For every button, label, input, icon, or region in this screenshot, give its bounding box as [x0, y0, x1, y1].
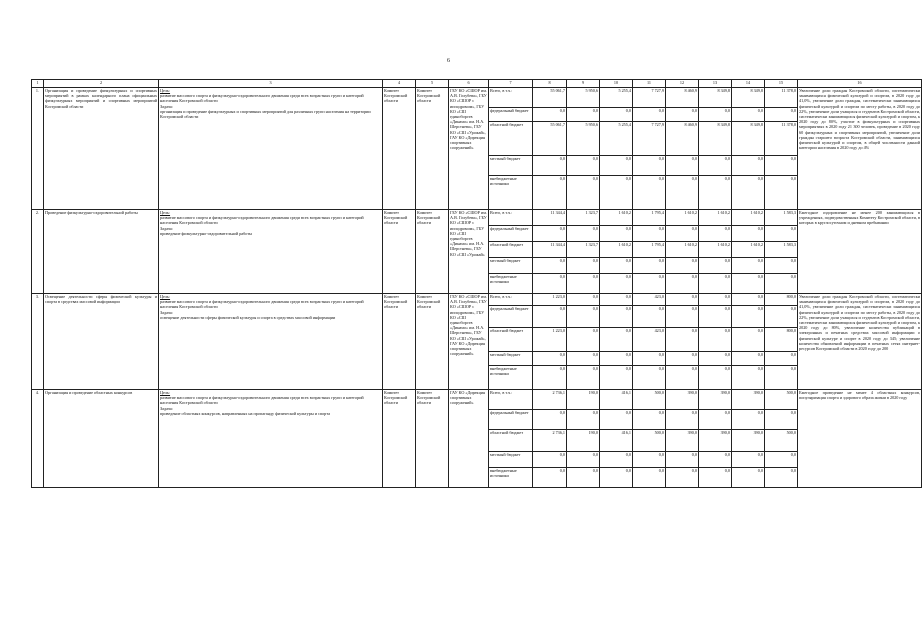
funding-value: 390,0 [699, 390, 732, 410]
funding-value: 0,0 [567, 294, 600, 306]
funding-value: 0,0 [567, 452, 600, 468]
header-cell: 9 [567, 80, 600, 88]
funding-value: 0,0 [666, 468, 699, 488]
funding-value: 0,0 [765, 306, 798, 328]
funding-value: 0,0 [732, 352, 765, 366]
funding-value: 390,0 [732, 390, 765, 410]
funding-value: 0,0 [533, 468, 567, 488]
row-number: 4. [32, 390, 44, 488]
funding-value: 11 378,0 [765, 88, 798, 108]
funding-value: 0,0 [765, 274, 798, 294]
funding-value: 0,0 [765, 452, 798, 468]
customer-cell: Комитет Костромской области [383, 294, 416, 390]
funding-value: 0,0 [633, 156, 666, 176]
funding-source: внебюджетные источники [489, 274, 533, 294]
table-row [32, 294, 922, 306]
funding-value: 1 610,2 [600, 210, 633, 226]
funding-value: 0,0 [567, 226, 600, 242]
funding-value: 0,0 [732, 294, 765, 306]
row-number: 1. [32, 88, 44, 210]
goal-task-cell [159, 210, 383, 294]
funding-value: 0,0 [600, 452, 633, 468]
funding-value: 11 344,4 [533, 242, 567, 258]
header-cell: 4 [383, 80, 416, 88]
expected-result: Увеличение доли граждан Костромской области, систематически занимающихся физической культурой и спортом, в 2020 году до 41,0%, увеличение доли граждан, систематически занимающихся физической культурой и спортом по месту работы, в 2020 году до 22%, увеличение доли учащихся и студентов Костромской области, систематически занимающихся физической культурой и спортом, к 2020 году до 80%, участие в физкультурных и спортивных мероприятиях в 2020 году 21 300 человек, проведение в 2020 году 60 физкультурных и спортивных мероприятий, увеличение доли граждан старшего возраста Костромской области, занимающихся физической культурой и спортом, в общей численности данной категории населения в 2020 году до 4% [798, 88, 922, 210]
funding-value: 1 223,0 [533, 328, 567, 352]
funding-value: 0,0 [633, 306, 666, 328]
funding-value: 0,0 [699, 410, 732, 430]
funding-value: 0,0 [533, 226, 567, 242]
funding-value: 0,0 [567, 176, 600, 210]
funding-value: 1 795,4 [633, 242, 666, 258]
participants-cell: ГБУ КО «СШОР им. А.В. Голубева», ГБУ КО «СШОР с ипподромом», ГБУ КО «СШ единоборств «Динамо» им. Н.А. Шерстнева», ГБУ КО «СШ «Урожай», ГАУ КО «Дирекция спортивных сооружений» [449, 88, 489, 210]
funding-value: 0,0 [567, 108, 600, 122]
participants-cell: ГБУ КО «СШОР им. А.В. Голубева», ГБУ КО «СШОР с ипподромом», ГБУ КО «СШ единоборств «Динамо» им. Н.А. Шерстнева», ГБУ КО «СШ «Урожай» [449, 210, 489, 294]
funding-source: местный бюджет [489, 452, 533, 468]
funding-value: 0,0 [567, 274, 600, 294]
activity-name: Освещение деятельности сферы физической культуры и спорта в средствах массовой информации [44, 294, 159, 390]
funding-value: 0,0 [567, 468, 600, 488]
executor-cell: Комитет Костромской области [416, 390, 449, 488]
row-number: 2. [32, 210, 44, 294]
funding-value: 5 950,6 [567, 88, 600, 108]
funding-source: федеральный бюджет [489, 306, 533, 328]
customer-cell: Комитет Костромской области [383, 88, 416, 210]
funding-value: 0,0 [533, 366, 567, 390]
funding-value: 0,0 [732, 410, 765, 430]
funding-value: 0,0 [567, 366, 600, 390]
header-cell: 2 [44, 80, 159, 88]
funding-value: 0,0 [600, 328, 633, 352]
funding-value: 0,0 [732, 108, 765, 122]
funding-value: 0,0 [633, 410, 666, 430]
funding-value: 800,0 [765, 294, 798, 306]
funding-value: 8 349,8 [699, 122, 732, 156]
goal-text: развитие массового спорта и физкультурно-оздоровительного движения среди всех возрастных групп и категорий населения Костромской области [160, 93, 364, 104]
funding-value: 0,0 [699, 366, 732, 390]
funding-source: областной бюджет [489, 122, 533, 156]
funding-value: 0,0 [533, 352, 567, 366]
funding-value: 1 610,2 [600, 242, 633, 258]
funding-value: 0,0 [567, 306, 600, 328]
funding-source: местный бюджет [489, 352, 533, 366]
funding-value: 190,0 [567, 430, 600, 452]
page-number: 6 [447, 58, 450, 64]
funding-source: областной бюджет [489, 430, 533, 452]
funding-value: 0,0 [699, 352, 732, 366]
funding-value: 0,0 [600, 108, 633, 122]
funding-value: 0,0 [666, 294, 699, 306]
header-cell: 14 [732, 80, 765, 88]
funding-value: 0,0 [732, 258, 765, 274]
funding-value: 0,0 [732, 468, 765, 488]
funding-value: 1 610,2 [666, 210, 699, 226]
funding-value: 7 727,9 [633, 88, 666, 108]
header-cell: 10 [600, 80, 633, 88]
funding-value: 0,0 [633, 226, 666, 242]
funding-value: 0,0 [533, 258, 567, 274]
funding-value: 0,0 [533, 176, 567, 210]
goal-task-cell [159, 390, 383, 488]
header-row [32, 80, 922, 88]
funding-source: внебюджетные источники [489, 176, 533, 210]
funding-value: 1 795,4 [633, 210, 666, 226]
header-cell: 13 [699, 80, 732, 88]
funding-value: 0,0 [666, 366, 699, 390]
customer-cell: Комитет Костромской области [383, 390, 416, 488]
funding-value: 390,0 [732, 430, 765, 452]
funding-value: 1 583,3 [765, 210, 798, 226]
funding-value: 390,0 [666, 430, 699, 452]
funding-value: 2 736,1 [533, 430, 567, 452]
funding-value: 0,0 [600, 468, 633, 488]
customer-cell: Комитет Костромской области [383, 210, 416, 294]
funding-value: 0,0 [765, 176, 798, 210]
funding-value: 1 610,2 [699, 242, 732, 258]
funding-value: 0,0 [533, 156, 567, 176]
funding-value: 1 583,3 [765, 242, 798, 258]
funding-value: 0,0 [633, 468, 666, 488]
funding-value: 0,0 [666, 226, 699, 242]
funding-value: 5 255,4 [600, 88, 633, 108]
funding-source: Всего, в т.ч.: [489, 390, 533, 410]
funding-value: 5 950,6 [567, 122, 600, 156]
funding-value: 0,0 [567, 352, 600, 366]
funding-value: 0,0 [666, 452, 699, 468]
funding-value: 5 255,4 [600, 122, 633, 156]
activity-name: Организация и проведение областных конкурсов [44, 390, 159, 488]
header-cell: 7 [489, 80, 533, 88]
funding-source: областной бюджет [489, 328, 533, 352]
funding-value: 1 610,2 [699, 210, 732, 226]
funding-value: 8 349,8 [732, 88, 765, 108]
funding-value: 0,0 [533, 410, 567, 430]
funding-value: 500,0 [633, 390, 666, 410]
funding-value: 423,0 [633, 328, 666, 352]
funding-value: 0,0 [533, 306, 567, 328]
funding-value: 190,0 [567, 390, 600, 410]
funding-value: 0,0 [633, 108, 666, 122]
funding-value: 0,0 [699, 468, 732, 488]
funding-value: 0,0 [567, 156, 600, 176]
funding-source: внебюджетные источники [489, 366, 533, 390]
header-cell: 3 [159, 80, 383, 88]
task-text: проведение областных конкурсов, направленных на пропаганду физической культуры и спорта [160, 410, 330, 416]
header-cell: 5 [416, 80, 449, 88]
funding-value: 0,0 [699, 108, 732, 122]
funding-value: 0,0 [600, 306, 633, 328]
funding-value: 0,0 [765, 468, 798, 488]
funding-value: 0,0 [567, 328, 600, 352]
funding-value: 0,0 [533, 274, 567, 294]
funding-value: 390,0 [699, 430, 732, 452]
funding-value: 0,0 [666, 328, 699, 352]
header-cell: 8 [533, 80, 567, 88]
funding-source: Всего, в т.ч.: [489, 210, 533, 226]
funding-value: 423,0 [633, 294, 666, 306]
funding-value: 11 378,0 [765, 122, 798, 156]
funding-value: 0,0 [699, 328, 732, 352]
goal-label: Цель: [160, 294, 171, 299]
funding-source: местный бюджет [489, 258, 533, 274]
funding-value: 500,0 [765, 430, 798, 452]
funding-value: 0,0 [732, 226, 765, 242]
funding-value: 0,0 [666, 156, 699, 176]
funding-source: местный бюджет [489, 156, 533, 176]
funding-value: 800,0 [765, 328, 798, 352]
task-label: Задача: [160, 103, 173, 109]
funding-value: 7 727,9 [633, 122, 666, 156]
funding-source: Всего, в т.ч.: [489, 294, 533, 306]
funding-value: 55 061,7 [533, 88, 567, 108]
funding-value: 2 736,1 [533, 390, 567, 410]
executor-cell: Комитет Костромской области [416, 88, 449, 210]
funding-value: 0,0 [600, 274, 633, 294]
funding-value: 1 610,2 [732, 242, 765, 258]
funding-source: федеральный бюджет [489, 226, 533, 242]
funding-value: 0,0 [600, 352, 633, 366]
funding-value: 1 610,2 [666, 242, 699, 258]
funding-value: 0,0 [666, 176, 699, 210]
funding-value: 0,0 [765, 156, 798, 176]
funding-value: 0,0 [699, 294, 732, 306]
funding-value: 500,0 [765, 390, 798, 410]
table-row [32, 210, 922, 226]
funding-value: 0,0 [533, 452, 567, 468]
task-label: Задача: [160, 225, 173, 231]
funding-value: 0,0 [732, 306, 765, 328]
goal-label: Цель: [160, 88, 171, 93]
funding-value: 1 610,2 [732, 210, 765, 226]
funding-value: 0,0 [600, 226, 633, 242]
funding-value: 8 349,8 [699, 88, 732, 108]
goal-text: развитие массового спорта и физкультурно-оздоровительного движения среди всех возрастных групп и категорий населения Костромской области [160, 215, 364, 226]
task-text: проведение физкультурно-оздоровительной работы [160, 230, 252, 236]
funding-source: федеральный бюджет [489, 410, 533, 430]
funding-value: 0,0 [732, 274, 765, 294]
goal-task-cell [159, 88, 383, 210]
funding-value: 11 344,4 [533, 210, 567, 226]
expected-result: Ежегодное проведение не менее 4 областных конкурсов, популяризация спорта и здорового образа жизни в 2020 году [798, 390, 922, 488]
funding-value: 0,0 [600, 294, 633, 306]
funding-value: 0,0 [699, 452, 732, 468]
goal-text: развитие массового спорта и физкультурно-оздоровительного движения среди всех возрастных групп и категорий населения Костромской области [160, 395, 364, 406]
table-row [32, 88, 922, 108]
funding-value: 0,0 [533, 108, 567, 122]
header-cell: 12 [666, 80, 699, 88]
funding-value: 0,0 [765, 226, 798, 242]
task-text: организация и проведение физкультурных и спортивных мероприятий для различных групп населения на территории Костромской области [160, 108, 371, 120]
funding-value: 0,0 [732, 328, 765, 352]
table-row [32, 390, 922, 410]
funding-value: 0,0 [567, 410, 600, 430]
program-activities-table [31, 79, 922, 488]
funding-value: 0,0 [600, 258, 633, 274]
funding-value: 0,0 [732, 452, 765, 468]
funding-value: 0,0 [732, 176, 765, 210]
header-cell: 6 [449, 80, 489, 88]
funding-value: 0,0 [567, 258, 600, 274]
funding-value: 0,0 [633, 176, 666, 210]
goal-label: Цель: [160, 210, 171, 215]
executor-cell: Комитет Костромской области [416, 210, 449, 294]
header-cell: 15 [765, 80, 798, 88]
expected-result: Ежегодное оздоровление не менее 200 занимающихся в учреждениях, подведомственных Комитету Костромской области, в которых в круглосуточном и дневном пребывании [798, 210, 922, 294]
activity-name: Проведение физкультурно-оздоровительной работы [44, 210, 159, 294]
funding-value: 0,0 [699, 176, 732, 210]
goal-task-cell [159, 294, 383, 390]
funding-value: 0,0 [699, 226, 732, 242]
funding-value: 0,0 [633, 258, 666, 274]
funding-value: 500,0 [633, 430, 666, 452]
funding-value: 55 061,7 [533, 122, 567, 156]
funding-value: 0,0 [633, 352, 666, 366]
funding-value: 0,0 [699, 274, 732, 294]
executor-cell: Комитет Костромской области [416, 294, 449, 390]
task-label: Задача: [160, 309, 173, 315]
participants-cell: ГАУ КО «Дирекция спортивных сооружений» [449, 390, 489, 488]
funding-value: 0,0 [699, 258, 732, 274]
funding-value: 8 460,9 [666, 122, 699, 156]
funding-value: 8 460,9 [666, 88, 699, 108]
header-cell: 11 [633, 80, 666, 88]
funding-value: 0,0 [732, 156, 765, 176]
funding-value: 0,0 [765, 108, 798, 122]
funding-value: 416,1 [600, 390, 633, 410]
funding-value: 416,1 [600, 430, 633, 452]
funding-value: 0,0 [765, 410, 798, 430]
funding-value: 0,0 [666, 306, 699, 328]
funding-source: Всего, в т.ч.: [489, 88, 533, 108]
funding-value: 390,0 [666, 390, 699, 410]
funding-value: 0,0 [633, 452, 666, 468]
funding-value: 0,0 [666, 352, 699, 366]
expected-result: Увеличение доли граждан Костромской области, систематически занимающихся физической культурой и спортом, в 2020 году до 41,0%, увеличение доли граждан, систематически занимающихся физической культурой и спортом по месту работы, в 2020 году до 22%, увеличение доли учащихся и студентов Костромской области, систематически занимающихся физической культурой и спортом, к 2020 году до 80%, увеличение количества публикаций в электронных и печатных средствах массовой информации о физической культуре и спорте в 2020 году до 345; увеличение количества обновлений информации в печатных сетях интернет-ресурсов Костромской области в 2020 году до 200 [798, 294, 922, 390]
funding-value: 0,0 [666, 410, 699, 430]
funding-value: 0,0 [765, 352, 798, 366]
participants-cell: ГБУ КО «СШОР им. А.В. Голубева», ГБУ КО «СШОР с ипподромом», ГБУ КО «СШ единоборств «Динамо» им. Н.А. Шерстнева», ГБУ КО «СШ «Урожай», ГАУ КО «Дирекция спортивных сооружений» [449, 294, 489, 390]
funding-value: 0,0 [666, 258, 699, 274]
funding-value: 0,0 [765, 366, 798, 390]
header-cell: 16 [798, 80, 922, 88]
task-text: освещение деятельности сферы физической культуры и спорта в средствах массовой информации [160, 314, 336, 320]
funding-value: 0,0 [600, 410, 633, 430]
funding-value: 0,0 [765, 258, 798, 274]
header-cell: 1 [32, 80, 44, 88]
task-label: Задача: [160, 405, 173, 411]
activity-name: Организация и проведение физкультурных и спортивных мероприятий в рамках календарного плана официальных физкультурных мероприятий и спортивных мероприятий Костромской области [44, 88, 159, 210]
funding-value: 0,0 [600, 156, 633, 176]
funding-value: 0,0 [666, 108, 699, 122]
funding-value: 0,0 [699, 156, 732, 176]
funding-value: 0,0 [600, 366, 633, 390]
funding-value: 0,0 [666, 274, 699, 294]
goal-label: Цель: [160, 390, 171, 395]
funding-value: 0,0 [633, 366, 666, 390]
funding-value: 0,0 [732, 366, 765, 390]
funding-source: федеральный бюджет [489, 108, 533, 122]
funding-value: 0,0 [600, 176, 633, 210]
funding-value: 8 349,8 [732, 122, 765, 156]
funding-source: внебюджетные источники [489, 468, 533, 488]
funding-value: 1 323,7 [567, 210, 600, 226]
funding-value: 0,0 [699, 306, 732, 328]
funding-value: 0,0 [633, 274, 666, 294]
funding-value: 1 323,7 [567, 242, 600, 258]
funding-value: 1 223,0 [533, 294, 567, 306]
row-number: 3. [32, 294, 44, 390]
funding-source: областной бюджет [489, 242, 533, 258]
goal-text: развитие массового спорта и физкультурно-оздоровительного движения среди всех возрастных групп и категорий населения Костромской области [160, 299, 364, 310]
